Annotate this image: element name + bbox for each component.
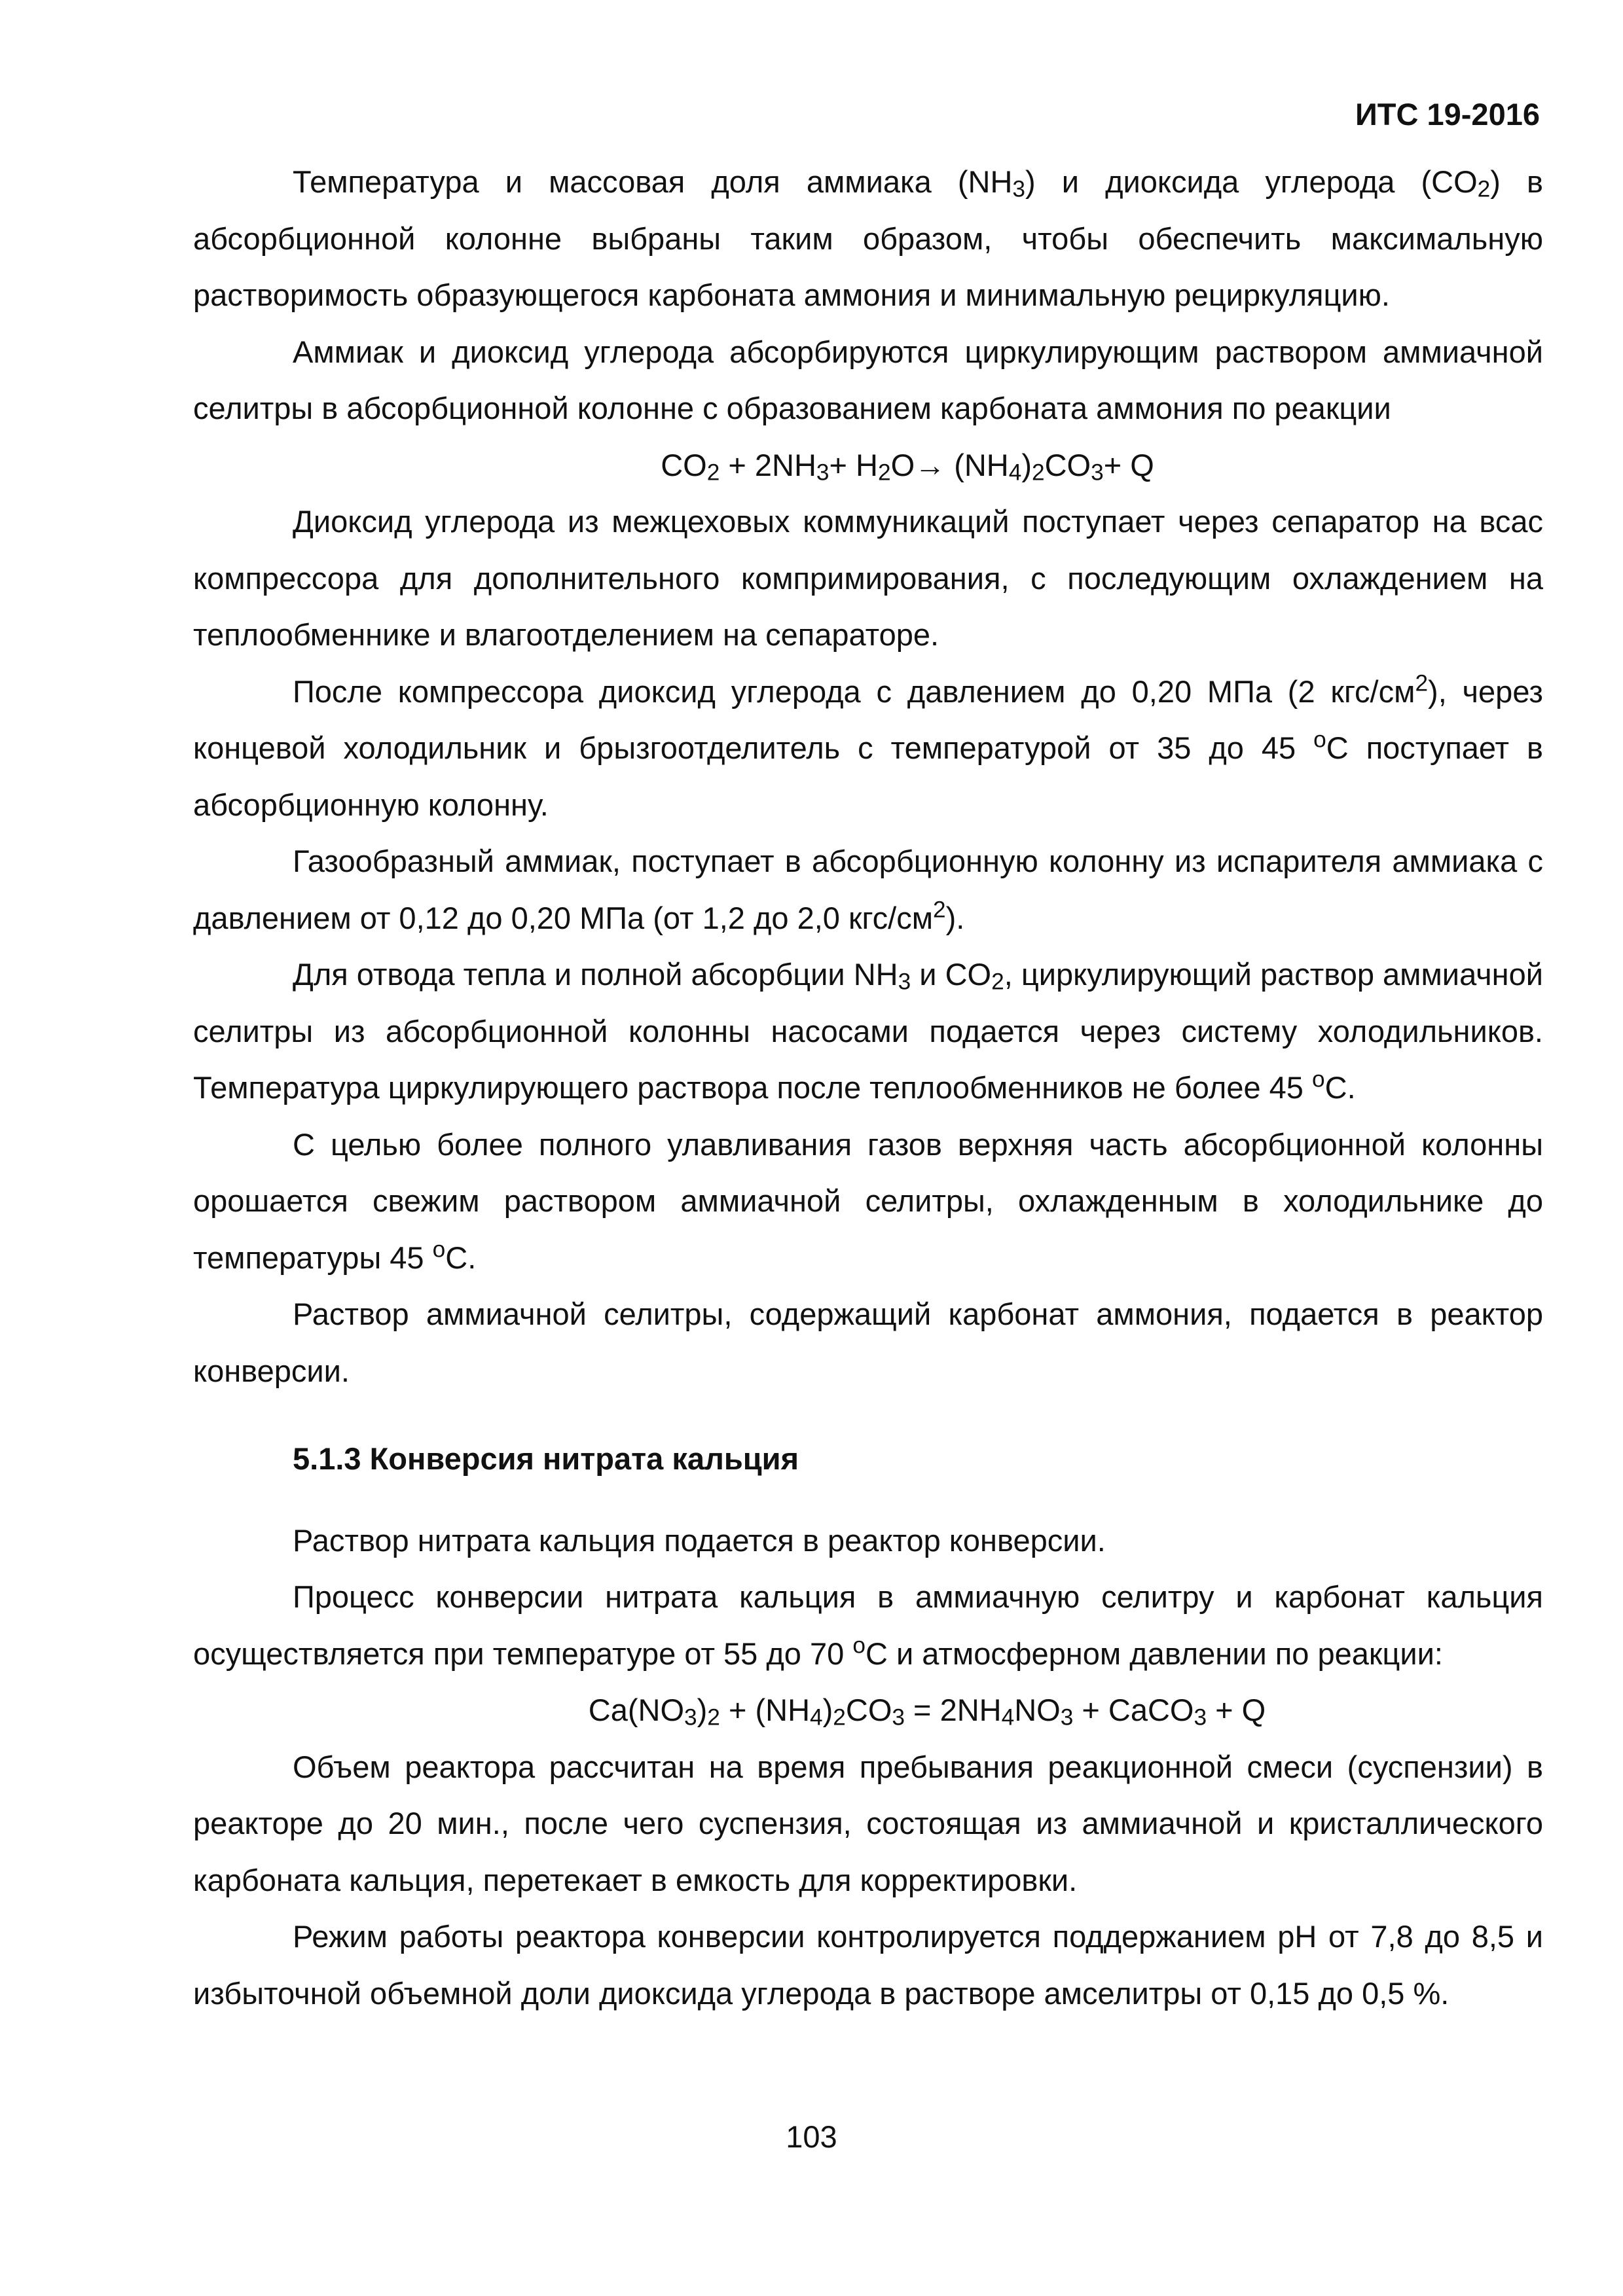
formula-ammonium-carbonate: CO2 + 2NH3+ H2O→ (NH4)2CO3+ Q [661, 447, 1154, 485]
paragraph-gaseous-ammonia: Газообразный аммиак, поступает в абсорбционную колонну из испарителя аммиака с давлением от 0,12 до 0,20 МПа (от 1,2 до 2,0 кгс/$см^2$). [193, 844, 1543, 935]
document-code-header: ИТС 19-2016 [1355, 97, 1540, 132]
paragraph-conversion-process: Процесс конверсии нитрата кальция в аммиачную селитру и карбонат кальция осуществляется при температуре от 55 до 70 $^о$С и атмосферном давлении по реакции: [193, 1579, 1543, 1671]
paragraph-absorption-process: Аммиак и диоксид углерода абсорбируются циркулирующим раствором аммиачной селитры в абсорбционной колонне с образованием карбоната аммония по реакции [193, 334, 1543, 425]
paragraph-compressor: После компрессора диоксид углерода с давлением до 0,20 МПа (2 кгс/$см^2$), через концевой холодильник и брызгоотделитель с температурой от 35 до 45 $^о$С поступает в абсорбционную колонну. [193, 670, 1543, 822]
page-number: 103 [786, 2119, 837, 2154]
paragraph-absorption-params: Температура и массовая доля аммиака (NH3) и диоксида углерода (CO2) в абсорбционной колонне выбраны таким образом, чтобы обеспечить максимальную растворимость образующегося карбоната аммония и минимальную рециркуляцию. [193, 164, 1543, 312]
paragraph-heat-removal: Для отвода тепла и полной абсорбции NH3 и CO2, циркулирующий раствор аммиачной селитры из абсорбционной колонны насосами подается через систему холодильников. Температура циркулирующего раствора после теплообменников не более 45 $^о$С. [193, 957, 1544, 1105]
paragraph-reactor-volume: Объем реактора рассчитан на время пребывания реакционной смеси (суспензии) в реакторе до 20 мин., после чего суспензия, состоящая из аммиачной и кристаллического карбоната кальция, перетекает в емкость для корректировки. [193, 1749, 1543, 1897]
formula-conversion: Ca(NO3)2 + (NH4)2CO3 = 2NH4NO3 + CaCO3 + Q [588, 1693, 1266, 1731]
paragraph-co2-supply: Диоксид углерода из межцеховых коммуникаций поступает через сепаратор на всас компрессора для дополнительного компримирования, с последующим охлаждением на теплообменнике и влагоотделением на сепараторе. [193, 504, 1543, 652]
paragraph-reactor-mode: Режим работы реактора конверсии контролируется поддержанием рН от 7,8 до 8,5 и избыточной объемной доли диоксида углерода в растворе амселитры от 0,15 до 0,5 %. [193, 1919, 1543, 2011]
paragraph-solution-to-reactor: Раствор аммиачной селитры, содержащий карбонат аммония, подается в реактор конверсии. [193, 1297, 1543, 1388]
document-body [193, 154, 1543, 2022]
paragraph-calcium-nitrate-feed: Раствор нитрата кальция подается в реактор конверсии. [293, 1522, 1106, 1558]
paragraph-column-irrigation: С целью более полного улавливания газов верхняя часть абсорбционной колонны орошается свежим раствором аммиачной селитры, охлажденным в холодильнике до температуры 45 $^о$С. [193, 1126, 1543, 1275]
section-heading: 5.1.3 Конверсия нитрата кальция [293, 1441, 799, 1476]
